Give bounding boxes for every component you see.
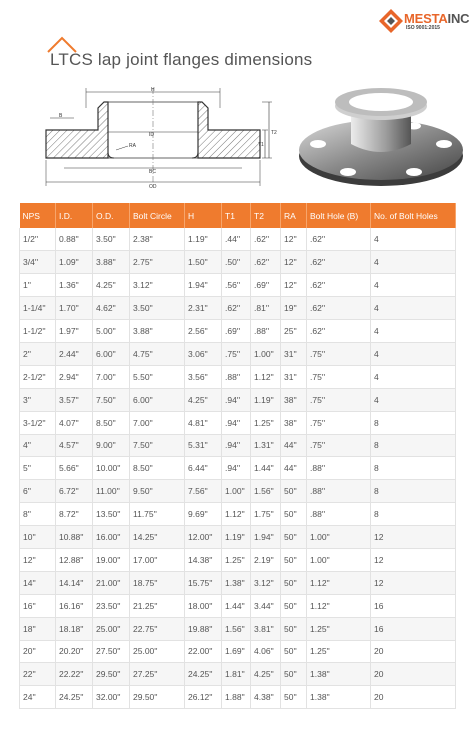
table-cell: 1.38'' xyxy=(222,571,251,594)
table-cell: .62'' xyxy=(307,297,371,320)
table-cell: .69'' xyxy=(251,274,281,297)
table-cell: 2.31'' xyxy=(185,297,222,320)
table-cell: 5.31'' xyxy=(185,434,222,457)
table-cell: 16 xyxy=(371,594,456,617)
table-cell: 7.56'' xyxy=(185,480,222,503)
table-cell: 12.88'' xyxy=(56,548,93,571)
table-cell: 7.00'' xyxy=(93,365,130,388)
table-cell: 19.88'' xyxy=(185,617,222,640)
table-cell: 4.38'' xyxy=(251,686,281,709)
table-cell: 27.25'' xyxy=(130,663,185,686)
table-cell: .56'' xyxy=(222,274,251,297)
table-cell: 9.50'' xyxy=(130,480,185,503)
table-cell: 12'' xyxy=(20,548,56,571)
flange-drawing xyxy=(28,84,278,196)
table-cell: 1.09'' xyxy=(56,251,93,274)
table-cell: 1.19'' xyxy=(222,526,251,549)
table-cell: 2.75'' xyxy=(130,251,185,274)
table-cell: 20 xyxy=(371,640,456,663)
table-cell: .50'' xyxy=(222,251,251,274)
label-id: ID xyxy=(149,132,154,138)
table-row xyxy=(20,526,456,549)
table-cell: .81'' xyxy=(251,297,281,320)
table-cell: 15.75'' xyxy=(185,571,222,594)
table-cell: 38'' xyxy=(281,411,307,434)
table-row xyxy=(20,388,456,411)
table-cell: 1.44'' xyxy=(222,594,251,617)
table-cell: .88'' xyxy=(251,320,281,343)
table-cell: 24'' xyxy=(20,686,56,709)
table-cell: 14.14'' xyxy=(56,571,93,594)
table-cell: 21.00'' xyxy=(93,571,130,594)
table-cell: 12.00'' xyxy=(185,526,222,549)
table-cell: 5.66'' xyxy=(56,457,93,480)
table-cell: 18.00'' xyxy=(185,594,222,617)
table-row xyxy=(20,365,456,388)
table-cell: 3.06'' xyxy=(185,342,222,365)
table-cell: 50'' xyxy=(281,526,307,549)
table-cell: 20'' xyxy=(20,640,56,663)
table-cell: 8 xyxy=(371,434,456,457)
table-cell: .62'' xyxy=(222,297,251,320)
table-cell: 1'' xyxy=(20,274,56,297)
column-header: Bolt Hole (B) xyxy=(307,203,371,228)
table-row xyxy=(20,411,456,434)
table-cell: 50'' xyxy=(281,640,307,663)
table-cell: 11.00'' xyxy=(93,480,130,503)
table-row xyxy=(20,503,456,526)
dimensions-table xyxy=(19,203,456,709)
table-cell: 8.72'' xyxy=(56,503,93,526)
table-cell: .75'' xyxy=(222,342,251,365)
table-cell: 25.00'' xyxy=(93,617,130,640)
column-header: Bolt Circle xyxy=(130,203,185,228)
table-cell: 12'' xyxy=(281,228,307,251)
table-cell: 31'' xyxy=(281,342,307,365)
table-cell: 14.38'' xyxy=(185,548,222,571)
table-cell: 1.25'' xyxy=(307,640,371,663)
table-cell: 3.81'' xyxy=(251,617,281,640)
table-cell: 2.19'' xyxy=(251,548,281,571)
table-cell: 10'' xyxy=(20,526,56,549)
table-cell: 50'' xyxy=(281,686,307,709)
brand-logo xyxy=(378,8,470,34)
table-cell: 2.56'' xyxy=(185,320,222,343)
table-cell: 1.38'' xyxy=(307,663,371,686)
table-cell: 50'' xyxy=(281,594,307,617)
column-header: O.D. xyxy=(93,203,130,228)
table-cell: 1.94'' xyxy=(185,274,222,297)
logo-mark-icon xyxy=(378,8,404,34)
table-cell: 3.56'' xyxy=(185,365,222,388)
table-cell: 16.00'' xyxy=(93,526,130,549)
table-cell: 1.44'' xyxy=(251,457,281,480)
table-cell: 5'' xyxy=(20,457,56,480)
logo-name: MESTAINC xyxy=(404,11,470,26)
table-row xyxy=(20,320,456,343)
table-cell: 9.69'' xyxy=(185,503,222,526)
table-cell: 44'' xyxy=(281,434,307,457)
table-cell: .75'' xyxy=(307,411,371,434)
table-cell: 22.22'' xyxy=(56,663,93,686)
table-cell: 24.25'' xyxy=(56,686,93,709)
table-cell: .62'' xyxy=(251,228,281,251)
table-cell: 38'' xyxy=(281,388,307,411)
table-cell: 1.12'' xyxy=(307,594,371,617)
table-cell: 1.81'' xyxy=(222,663,251,686)
table-cell: 12 xyxy=(371,548,456,571)
table-cell: 32.00'' xyxy=(93,686,130,709)
table-row xyxy=(20,274,456,297)
table-cell: 1.75'' xyxy=(251,503,281,526)
table-cell: 4 xyxy=(371,320,456,343)
label-bc: BC xyxy=(149,169,156,175)
table-cell: 50'' xyxy=(281,663,307,686)
column-header: H xyxy=(185,203,222,228)
label-b: B xyxy=(59,113,63,119)
table-cell: 3.50'' xyxy=(93,228,130,251)
table-row xyxy=(20,251,456,274)
table-cell: 16'' xyxy=(20,594,56,617)
table-cell: 6'' xyxy=(20,480,56,503)
table-cell: 1.36'' xyxy=(56,274,93,297)
table-cell: .75'' xyxy=(307,434,371,457)
table-row xyxy=(20,571,456,594)
table-cell: 7.00'' xyxy=(130,411,185,434)
column-header: T2 xyxy=(251,203,281,228)
table-row xyxy=(20,686,456,709)
table-cell: 3.88'' xyxy=(130,320,185,343)
table-cell: 1.12'' xyxy=(251,365,281,388)
table-cell: 8.50'' xyxy=(130,457,185,480)
table-cell: 3.50'' xyxy=(130,297,185,320)
table-cell: 1.00'' xyxy=(222,480,251,503)
table-cell: 13.50'' xyxy=(93,503,130,526)
table-cell: 2.38'' xyxy=(130,228,185,251)
table-cell: 4 xyxy=(371,274,456,297)
table-cell: 2'' xyxy=(20,342,56,365)
table-cell: 20 xyxy=(371,663,456,686)
table-row xyxy=(20,663,456,686)
table-cell: 1.12'' xyxy=(307,571,371,594)
flange-photo xyxy=(296,78,466,190)
table-cell: 25.00'' xyxy=(130,640,185,663)
table-cell: .62'' xyxy=(307,320,371,343)
table-cell: 1.00'' xyxy=(251,342,281,365)
table-cell: 22.00'' xyxy=(185,640,222,663)
table-row xyxy=(20,617,456,640)
table-cell: 4 xyxy=(371,297,456,320)
table-cell: 1-1/4'' xyxy=(20,297,56,320)
table-header-row xyxy=(20,203,456,228)
table-cell: .88'' xyxy=(307,503,371,526)
table-cell: 12'' xyxy=(281,251,307,274)
table-cell: 4 xyxy=(371,388,456,411)
table-cell: 3/4'' xyxy=(20,251,56,274)
table-cell: 8 xyxy=(371,503,456,526)
table-cell: 4.62'' xyxy=(93,297,130,320)
column-header: T1 xyxy=(222,203,251,228)
table-cell: .62'' xyxy=(307,274,371,297)
table-cell: 1.50'' xyxy=(185,251,222,274)
table-cell: 8.50'' xyxy=(93,411,130,434)
table-cell: 2.44'' xyxy=(56,342,93,365)
table-cell: 1.94'' xyxy=(251,526,281,549)
table-cell: 1.19'' xyxy=(185,228,222,251)
table-cell: .75'' xyxy=(307,388,371,411)
table-cell: 3.88'' xyxy=(93,251,130,274)
table-cell: 3.44'' xyxy=(251,594,281,617)
table-cell: 19.00'' xyxy=(93,548,130,571)
table-cell: 1.56'' xyxy=(251,480,281,503)
table-cell: 1.69'' xyxy=(222,640,251,663)
table-cell: 25'' xyxy=(281,320,307,343)
table-cell: 1.00'' xyxy=(307,526,371,549)
table-row xyxy=(20,457,456,480)
table-cell: 0.88'' xyxy=(56,228,93,251)
table-cell: 50'' xyxy=(281,571,307,594)
table-cell: 4.57'' xyxy=(56,434,93,457)
logo-iso: ISO 9001:2015 xyxy=(406,25,440,31)
table-cell: 7.50'' xyxy=(93,388,130,411)
label-ra: RA xyxy=(129,143,136,149)
table-cell: 14'' xyxy=(20,571,56,594)
table-cell: 26.12'' xyxy=(185,686,222,709)
table-cell: 50'' xyxy=(281,548,307,571)
table-cell: 1.12'' xyxy=(222,503,251,526)
table-cell: 12'' xyxy=(281,274,307,297)
table-cell: 8'' xyxy=(20,503,56,526)
table-cell: .62'' xyxy=(307,228,371,251)
table-row xyxy=(20,434,456,457)
table-cell: .88'' xyxy=(307,457,371,480)
table-cell: 31'' xyxy=(281,365,307,388)
table-cell: 18'' xyxy=(20,617,56,640)
table-cell: 3-1/2'' xyxy=(20,411,56,434)
table-cell: 3.12'' xyxy=(251,571,281,594)
table-row xyxy=(20,480,456,503)
table-cell: 1/2'' xyxy=(20,228,56,251)
table-cell: 4 xyxy=(371,342,456,365)
table-cell: .75'' xyxy=(307,365,371,388)
table-cell: 4 xyxy=(371,228,456,251)
table-cell: 14.25'' xyxy=(130,526,185,549)
label-h: H xyxy=(151,87,155,93)
table-cell: 27.50'' xyxy=(93,640,130,663)
table-cell: 2.94'' xyxy=(56,365,93,388)
column-header: No. of Bolt Holes xyxy=(371,203,456,228)
table-cell: .88'' xyxy=(222,365,251,388)
table-cell: 19'' xyxy=(281,297,307,320)
table-cell: 1.88'' xyxy=(222,686,251,709)
table-row xyxy=(20,297,456,320)
table-cell: 23.50'' xyxy=(93,594,130,617)
table-cell: 29.50'' xyxy=(93,663,130,686)
table-row xyxy=(20,342,456,365)
table-cell: .44'' xyxy=(222,228,251,251)
table-cell: 16 xyxy=(371,617,456,640)
label-od: OD xyxy=(149,184,157,190)
table-cell: 5.50'' xyxy=(130,365,185,388)
table-cell: 10.88'' xyxy=(56,526,93,549)
table-cell: 18.18'' xyxy=(56,617,93,640)
table-cell: 1-1/2'' xyxy=(20,320,56,343)
table-cell: 4.25'' xyxy=(93,274,130,297)
table-cell: .62'' xyxy=(251,251,281,274)
table-cell: 17.00'' xyxy=(130,548,185,571)
table-cell: 4.06'' xyxy=(251,640,281,663)
table-cell: 2-1/2'' xyxy=(20,365,56,388)
table-cell: .94'' xyxy=(222,457,251,480)
label-t2: T2 xyxy=(271,130,277,136)
table-cell: 4.75'' xyxy=(130,342,185,365)
table-cell: .62'' xyxy=(307,251,371,274)
label-t1: T1 xyxy=(258,142,264,148)
table-cell: 50'' xyxy=(281,480,307,503)
table-row xyxy=(20,640,456,663)
table-row xyxy=(20,548,456,571)
column-header: NPS xyxy=(20,203,56,228)
table-cell: .69'' xyxy=(222,320,251,343)
table-cell: 8 xyxy=(371,457,456,480)
table-cell: 4 xyxy=(371,365,456,388)
table-cell: .94'' xyxy=(222,434,251,457)
table-cell: .75'' xyxy=(307,342,371,365)
table-cell: 11.75'' xyxy=(130,503,185,526)
page-title: LTCS lap joint flanges dimensions xyxy=(50,50,313,69)
table-cell: 5.00'' xyxy=(93,320,130,343)
table-cell: 1.38'' xyxy=(307,686,371,709)
table-row xyxy=(20,228,456,251)
table-cell: 21.25'' xyxy=(130,594,185,617)
table-cell: 18.75'' xyxy=(130,571,185,594)
table-cell: .88'' xyxy=(307,480,371,503)
table-cell: 29.50'' xyxy=(130,686,185,709)
table-cell: 6.00'' xyxy=(130,388,185,411)
table-cell: 20.20'' xyxy=(56,640,93,663)
table-cell: 7.50'' xyxy=(130,434,185,457)
table-cell: 4.25'' xyxy=(251,663,281,686)
table-cell: 4.81'' xyxy=(185,411,222,434)
table-cell: 4.07'' xyxy=(56,411,93,434)
table-cell: 1.25'' xyxy=(222,548,251,571)
table-cell: 1.19'' xyxy=(251,388,281,411)
table-cell: 50'' xyxy=(281,503,307,526)
table-cell: 10.00'' xyxy=(93,457,130,480)
table-cell: 1.56'' xyxy=(222,617,251,640)
table-cell: 4 xyxy=(371,251,456,274)
column-header: I.D. xyxy=(56,203,93,228)
table-cell: 22.75'' xyxy=(130,617,185,640)
table-cell: .94'' xyxy=(222,411,251,434)
table-cell: 20 xyxy=(371,686,456,709)
table-cell: 3.57'' xyxy=(56,388,93,411)
table-cell: 6.00'' xyxy=(93,342,130,365)
table-cell: 24.25'' xyxy=(185,663,222,686)
table-cell: 8 xyxy=(371,411,456,434)
table-cell: 9.00'' xyxy=(93,434,130,457)
table-cell: 50'' xyxy=(281,617,307,640)
table-cell: 12 xyxy=(371,526,456,549)
table-cell: 22'' xyxy=(20,663,56,686)
table-cell: 1.31'' xyxy=(251,434,281,457)
column-header: RA xyxy=(281,203,307,228)
table-cell: 1.25'' xyxy=(251,411,281,434)
table-cell: 1.97'' xyxy=(56,320,93,343)
table-cell: 8 xyxy=(371,480,456,503)
table-cell: 6.72'' xyxy=(56,480,93,503)
table-cell: 1.00'' xyxy=(307,548,371,571)
table-row xyxy=(20,594,456,617)
table-cell: 12 xyxy=(371,571,456,594)
table-cell: 4.25'' xyxy=(185,388,222,411)
table-cell: 1.70'' xyxy=(56,297,93,320)
table-cell: 16.16'' xyxy=(56,594,93,617)
table-cell: 44'' xyxy=(281,457,307,480)
table-cell: .94'' xyxy=(222,388,251,411)
table-cell: 6.44'' xyxy=(185,457,222,480)
table-cell: 3.12'' xyxy=(130,274,185,297)
table-cell: 4'' xyxy=(20,434,56,457)
table-cell: 3'' xyxy=(20,388,56,411)
table-cell: 1.25'' xyxy=(307,617,371,640)
